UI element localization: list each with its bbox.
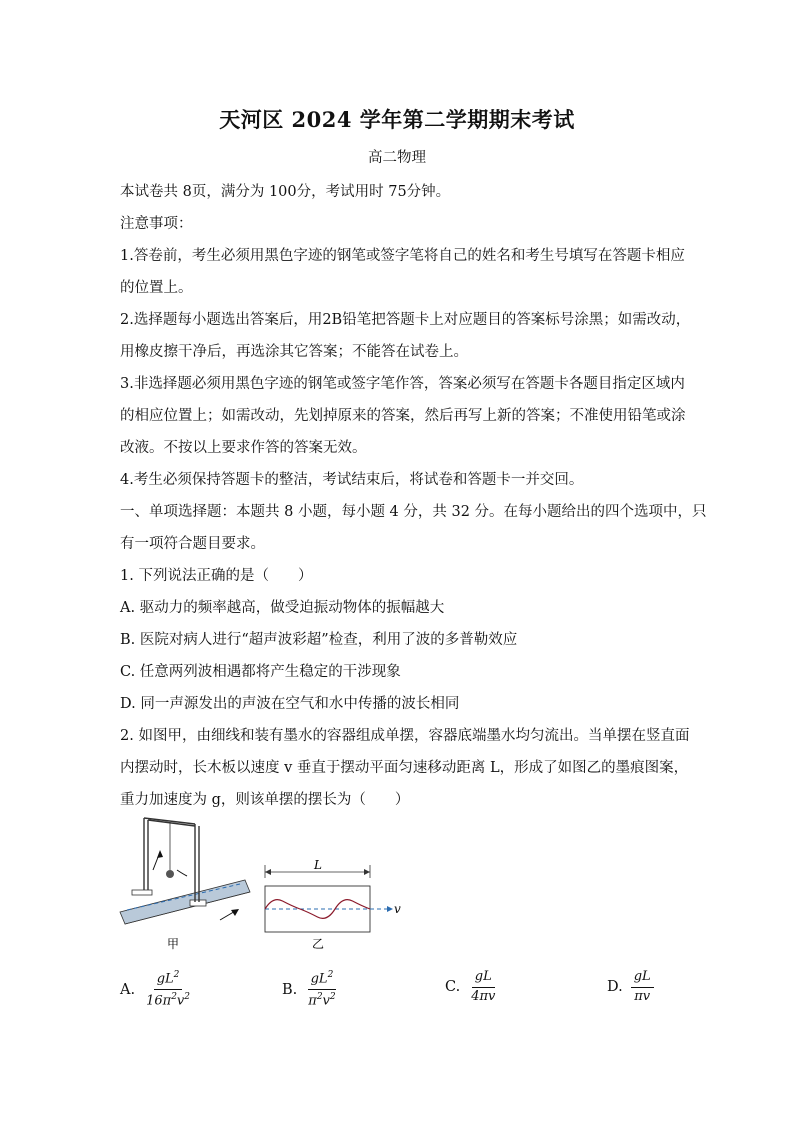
option-a: A. $\frac{gL^2}{16\pi^2v^2}$	[120, 970, 193, 1010]
question-1-option-b: B. 医院对病人进行“超声波彩超”检查，利用了波的多普勒效应	[120, 632, 518, 648]
question-2-stem: 内摆动时，长木板以速度 v 垂直于摆动平面匀速移动距离 L，形成了如图乙的墨痕图案，	[120, 760, 689, 776]
text-line: 用橡皮擦干净后，再选涂其它答案；不能答在试卷上。	[120, 344, 468, 360]
section-heading: 一、单项选择题：本题共 8 小题，每小题 4 分，共 32 分。在每小题给出的四个选项中，只	[120, 504, 707, 520]
label-v: v	[394, 902, 401, 916]
text-line: 1.答卷前，考生必须用黑色字迹的钢笔或签字笔将自己的姓名和考生号填写在答题卡相应	[120, 248, 685, 264]
question-1-stem: 1. 下列说法正确的是（ ）	[120, 568, 313, 584]
text-line: 改液。不按以上要求作答的答案无效。	[120, 440, 367, 456]
text-line: 3.非选择题必须用黑色字迹的钢笔或签字笔作答，答案必须写在答题卡各题目指定区域内	[120, 376, 685, 392]
label-yi: 乙	[312, 937, 325, 951]
text-line: 注意事项：	[120, 216, 193, 232]
option-d: D. $\frac{gL}{\pi v}$	[607, 970, 654, 1005]
pendulum-figure	[115, 812, 415, 962]
text-line: 有一项符合题目要求。	[120, 536, 265, 552]
text-line: 2.选择题每小题选出答案后，用2B铅笔把答题卡上对应题目的答案标号涂黑；如需改动，	[120, 312, 691, 328]
text-line: 4.考生必须保持答题卡的整洁，考试结束后，将试卷和答题卡一并交回。	[120, 472, 584, 488]
exam-title: 天河区 2024 学年第二学期期末考试	[219, 107, 575, 132]
label-jia: 甲	[167, 937, 180, 951]
question-1-option-c: C. 任意两列波相遇都将产生稳定的干涉现象	[120, 664, 401, 680]
option-d-fraction: $\frac{gL}{\pi v}$	[631, 970, 654, 1005]
text-line: 的位置上。	[120, 280, 193, 296]
text-line: 的相应位置上；如需改动，先划掉原来的答案，然后再写上新的答案；不准使用铅笔或涂	[120, 408, 686, 424]
question-2-stem: 重力加速度为 g，则该单摆的摆长为（ ）	[120, 792, 410, 808]
option-c: C. $\frac{gL}{4\pi v}$	[445, 970, 498, 1005]
pendulum-bob-icon	[166, 870, 174, 878]
option-b: B. $\frac{gL^2}{\pi^2v^2}$	[282, 970, 339, 1010]
question-1-option-d: D. 同一声源发出的声波在空气和水中传播的波长相同	[120, 696, 460, 712]
question-2-stem: 2. 如图甲，由细线和装有墨水的容器组成单摆，容器底端墨水均匀流出。当单摆在竖直面	[120, 728, 690, 744]
option-a-fraction: $\frac{gL^2}{16\pi^2v^2}$	[146, 970, 191, 1009]
option-c-fraction: $\frac{gL}{4\pi v}$	[471, 969, 496, 1004]
exam-subtitle: 高二物理	[368, 150, 426, 166]
text-line: 本试卷共 8页，满分为 100分，考试用时 75分钟。	[120, 184, 451, 200]
question-2-options	[120, 970, 680, 1020]
question-1-option-a: A. 驱动力的频率越高，做受迫振动物体的振幅越大	[120, 600, 445, 616]
label-L: L	[314, 858, 322, 872]
option-b-fraction: $\frac{gL^2}{\pi^2v^2}$	[308, 970, 336, 1009]
